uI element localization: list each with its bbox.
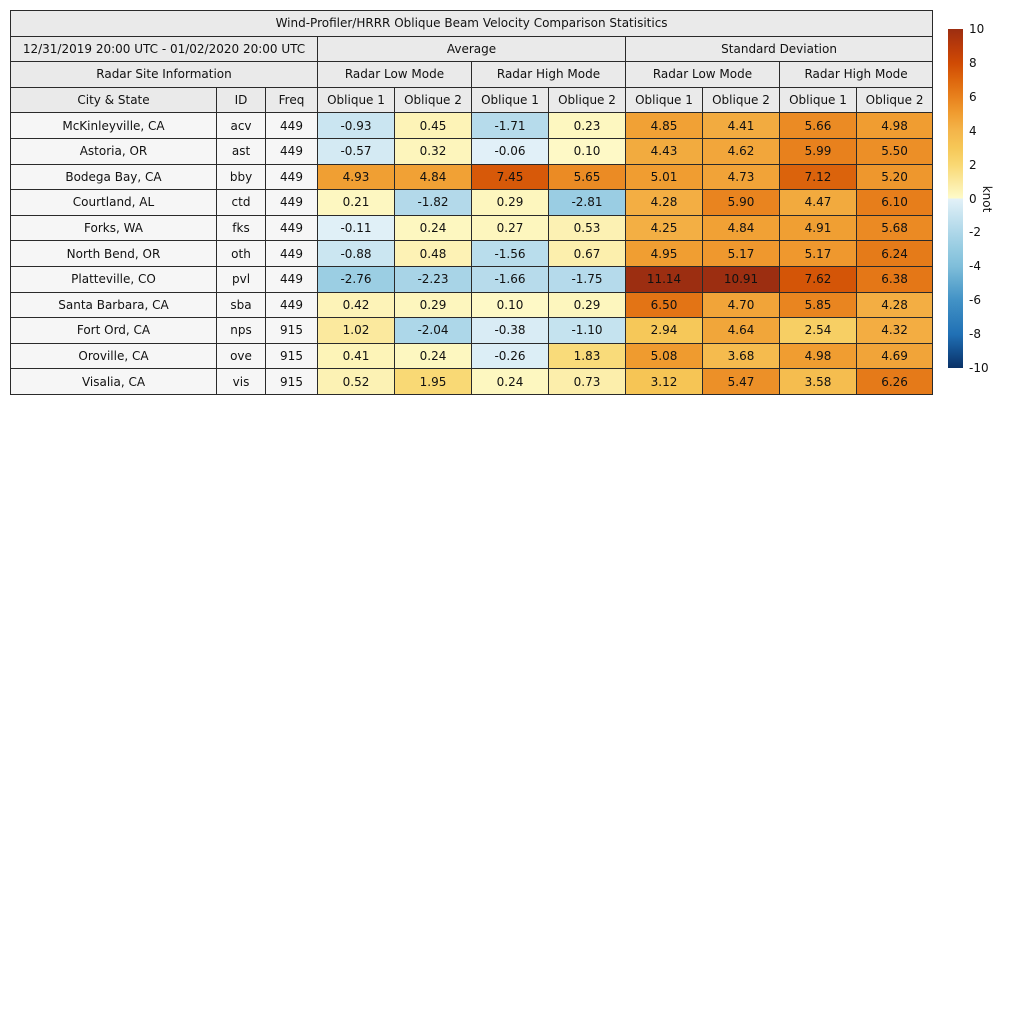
mode-header-row xyxy=(11,62,933,88)
mode-header-std-low: Radar Low Mode xyxy=(626,62,780,88)
value-cell: 4.91 xyxy=(780,215,857,241)
value-cell: 5.85 xyxy=(780,292,857,318)
freq-cell: 449 xyxy=(266,292,318,318)
table-row xyxy=(11,113,933,139)
table-row xyxy=(11,369,933,395)
value-cell: 0.41 xyxy=(318,343,395,369)
column-header-oblique1: Oblique 1 xyxy=(780,87,857,113)
column-header-oblique2: Oblique 2 xyxy=(395,87,472,113)
value-cell: 4.70 xyxy=(703,292,780,318)
value-cell: 3.68 xyxy=(703,343,780,369)
value-cell: 0.24 xyxy=(395,215,472,241)
city-cell: North Bend, OR xyxy=(11,241,217,267)
table-body xyxy=(11,113,933,395)
value-cell: 1.83 xyxy=(549,343,626,369)
city-cell: Courtland, AL xyxy=(11,190,217,216)
id-cell: ove xyxy=(217,343,266,369)
value-cell: -1.71 xyxy=(472,113,549,139)
table-row xyxy=(11,138,933,164)
value-cell: -1.66 xyxy=(472,266,549,292)
date-range: 12/31/2019 20:00 UTC - 01/02/2020 20:00 UTC xyxy=(11,36,318,62)
value-cell: 0.32 xyxy=(395,138,472,164)
column-header-city-state: City & State xyxy=(11,87,217,113)
value-cell: 0.10 xyxy=(549,138,626,164)
value-cell: -1.82 xyxy=(395,190,472,216)
id-cell: nps xyxy=(217,318,266,344)
column-header-oblique2: Oblique 2 xyxy=(549,87,626,113)
table-row xyxy=(11,292,933,318)
freq-cell: 449 xyxy=(266,190,318,216)
value-cell: -0.57 xyxy=(318,138,395,164)
value-cell: 5.20 xyxy=(857,164,933,190)
value-cell: 4.84 xyxy=(395,164,472,190)
value-cell: -0.06 xyxy=(472,138,549,164)
value-cell: 0.21 xyxy=(318,190,395,216)
value-cell: 5.66 xyxy=(780,113,857,139)
value-cell: 4.73 xyxy=(703,164,780,190)
value-cell: -2.76 xyxy=(318,266,395,292)
value-cell: 5.90 xyxy=(703,190,780,216)
id-cell: acv xyxy=(217,113,266,139)
freq-cell: 915 xyxy=(266,343,318,369)
value-cell: 0.52 xyxy=(318,369,395,395)
table-row xyxy=(11,215,933,241)
value-cell: 5.99 xyxy=(780,138,857,164)
value-cell: 5.65 xyxy=(549,164,626,190)
column-header-oblique1: Oblique 1 xyxy=(318,87,395,113)
mode-header-avg-low: Radar Low Mode xyxy=(318,62,472,88)
value-cell: 4.69 xyxy=(857,343,933,369)
city-cell: Forks, WA xyxy=(11,215,217,241)
value-cell: -2.81 xyxy=(549,190,626,216)
value-cell: 6.50 xyxy=(626,292,703,318)
value-cell: -1.10 xyxy=(549,318,626,344)
id-cell: sba xyxy=(217,292,266,318)
value-cell: 6.26 xyxy=(857,369,933,395)
value-cell: 0.73 xyxy=(549,369,626,395)
table-row xyxy=(11,266,933,292)
value-cell: 6.38 xyxy=(857,266,933,292)
value-cell: 0.24 xyxy=(395,343,472,369)
value-cell: -2.23 xyxy=(395,266,472,292)
group-header-row xyxy=(11,36,933,62)
id-cell: pvl xyxy=(217,266,266,292)
value-cell: 4.32 xyxy=(857,318,933,344)
freq-cell: 449 xyxy=(266,113,318,139)
freq-cell: 449 xyxy=(266,164,318,190)
colorbar-tick-label: 0 xyxy=(969,191,977,206)
value-cell: 4.28 xyxy=(857,292,933,318)
value-cell: 4.85 xyxy=(626,113,703,139)
freq-cell: 449 xyxy=(266,241,318,267)
column-header-oblique1: Oblique 1 xyxy=(626,87,703,113)
value-cell: 5.50 xyxy=(857,138,933,164)
colorbar-tick-label: -8 xyxy=(969,327,981,342)
city-cell: Astoria, OR xyxy=(11,138,217,164)
id-cell: vis xyxy=(217,369,266,395)
value-cell: 5.68 xyxy=(857,215,933,241)
value-cell: 0.29 xyxy=(549,292,626,318)
value-cell: 5.08 xyxy=(626,343,703,369)
column-header-oblique2: Oblique 2 xyxy=(703,87,780,113)
table-row xyxy=(11,164,933,190)
value-cell: 0.24 xyxy=(472,369,549,395)
value-cell: -0.38 xyxy=(472,318,549,344)
city-cell: Visalia, CA xyxy=(11,369,217,395)
city-cell: Fort Ord, CA xyxy=(11,318,217,344)
id-cell: bby xyxy=(217,164,266,190)
value-cell: 0.45 xyxy=(395,113,472,139)
city-cell: McKinleyville, CA xyxy=(11,113,217,139)
value-cell: 6.10 xyxy=(857,190,933,216)
city-cell: Oroville, CA xyxy=(11,343,217,369)
site-info-header: Radar Site Information xyxy=(11,62,318,88)
colorbar-unit-label: knot xyxy=(980,185,994,213)
value-cell: 0.67 xyxy=(549,241,626,267)
column-header-row xyxy=(11,87,933,113)
value-cell: 2.94 xyxy=(626,318,703,344)
freq-cell: 915 xyxy=(266,369,318,395)
freq-cell: 449 xyxy=(266,215,318,241)
value-cell: 1.02 xyxy=(318,318,395,344)
value-cell: -0.11 xyxy=(318,215,395,241)
value-cell: 5.17 xyxy=(780,241,857,267)
colorbar-tick-label: -4 xyxy=(969,259,981,274)
value-cell: 5.01 xyxy=(626,164,703,190)
value-cell: 0.27 xyxy=(472,215,549,241)
group-header-standard-deviation: Standard Deviation xyxy=(626,36,933,62)
column-header-id: ID xyxy=(217,87,266,113)
colorbar-tick-label: -10 xyxy=(969,361,989,375)
value-cell: 4.84 xyxy=(703,215,780,241)
freq-cell: 449 xyxy=(266,266,318,292)
value-cell: 4.47 xyxy=(780,190,857,216)
value-cell: 4.93 xyxy=(318,164,395,190)
colorbar-tick-label: 6 xyxy=(969,89,977,104)
colorbar xyxy=(948,22,994,375)
value-cell: 4.95 xyxy=(626,241,703,267)
value-cell: 0.10 xyxy=(472,292,549,318)
id-cell: oth xyxy=(217,241,266,267)
id-cell: ctd xyxy=(217,190,266,216)
city-cell: Bodega Bay, CA xyxy=(11,164,217,190)
colorbar-tick-label: 4 xyxy=(969,123,977,138)
value-cell: 4.64 xyxy=(703,318,780,344)
value-cell: 5.47 xyxy=(703,369,780,395)
value-cell: -0.26 xyxy=(472,343,549,369)
value-cell: 4.62 xyxy=(703,138,780,164)
value-cell: -0.93 xyxy=(318,113,395,139)
value-cell: 4.28 xyxy=(626,190,703,216)
freq-cell: 449 xyxy=(266,138,318,164)
column-header-freq: Freq xyxy=(266,87,318,113)
stats-table xyxy=(10,10,933,395)
value-cell: 0.48 xyxy=(395,241,472,267)
group-header-average: Average xyxy=(318,36,626,62)
value-cell: 7.12 xyxy=(780,164,857,190)
value-cell: 0.29 xyxy=(395,292,472,318)
title-row xyxy=(11,11,933,37)
colorbar-tick-label: -2 xyxy=(969,225,981,240)
value-cell: 2.54 xyxy=(780,318,857,344)
value-cell: -0.88 xyxy=(318,241,395,267)
value-cell: 10.91 xyxy=(703,266,780,292)
city-cell: Santa Barbara, CA xyxy=(11,292,217,318)
value-cell: 3.58 xyxy=(780,369,857,395)
column-header-oblique1: Oblique 1 xyxy=(472,87,549,113)
value-cell: 0.53 xyxy=(549,215,626,241)
value-cell: -1.75 xyxy=(549,266,626,292)
value-cell: 7.62 xyxy=(780,266,857,292)
value-cell: 6.24 xyxy=(857,241,933,267)
value-cell: 4.98 xyxy=(857,113,933,139)
value-cell: 4.25 xyxy=(626,215,703,241)
colorbar-gradient xyxy=(948,29,963,368)
value-cell: -2.04 xyxy=(395,318,472,344)
table-row xyxy=(11,318,933,344)
mode-header-avg-high: Radar High Mode xyxy=(472,62,626,88)
value-cell: -1.56 xyxy=(472,241,549,267)
value-cell: 4.43 xyxy=(626,138,703,164)
freq-cell: 915 xyxy=(266,318,318,344)
colorbar-tick-label: 10 xyxy=(969,22,985,36)
value-cell: 4.41 xyxy=(703,113,780,139)
mode-header-std-high: Radar High Mode xyxy=(780,62,933,88)
colorbar-tick-label: 2 xyxy=(969,157,977,172)
value-cell: 0.42 xyxy=(318,292,395,318)
colorbar-tick-label: 8 xyxy=(969,55,977,70)
value-cell: 0.23 xyxy=(549,113,626,139)
value-cell: 0.29 xyxy=(472,190,549,216)
value-cell: 11.14 xyxy=(626,266,703,292)
city-cell: Platteville, CO xyxy=(11,266,217,292)
colorbar-tick-label: -6 xyxy=(969,293,981,308)
id-cell: ast xyxy=(217,138,266,164)
table-row xyxy=(11,241,933,267)
table-title: Wind-Profiler/HRRR Oblique Beam Velocity Comparison Statisitics xyxy=(11,11,933,37)
value-cell: 3.12 xyxy=(626,369,703,395)
table-row xyxy=(11,190,933,216)
value-cell: 4.98 xyxy=(780,343,857,369)
table-row xyxy=(11,343,933,369)
value-cell: 1.95 xyxy=(395,369,472,395)
id-cell: fks xyxy=(217,215,266,241)
column-header-oblique2: Oblique 2 xyxy=(857,87,933,113)
value-cell: 5.17 xyxy=(703,241,780,267)
value-cell: 7.45 xyxy=(472,164,549,190)
